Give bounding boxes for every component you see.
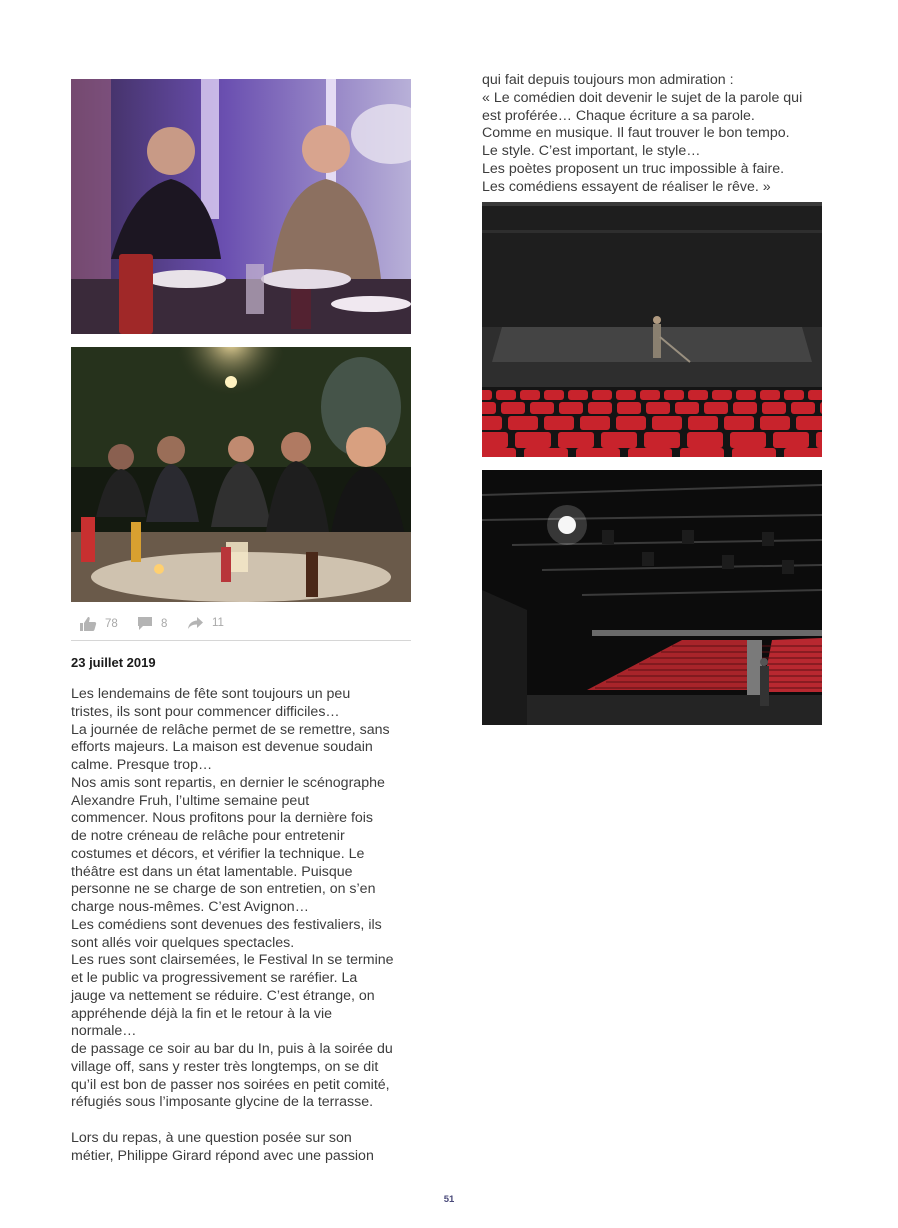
share-action[interactable]	[187, 616, 224, 630]
photo-terrace-dinner-night	[71, 347, 411, 602]
body-text-left-column: Les lendemains de fête sont toujours un peu tristes, ils sont pour commencer difficiles… La journée de relâche permet de se remettre, sans efforts majeurs. La maison est devenue soudain calme. Presque trop… Nos amis sont repartis, en dernier le scénographe Alexandre Fruh, l’ultime semaine peut commencer. Nous profitons pour la dernière fois de notre créneau de relâche pour entretenir costumes et décors, et vérifier la technique. Le théâtre est dans un état lamentable. Puisque personne ne se charge de son entretien, on s’en charge nous-mêmes. C’est Avignon… Les comédiens sont devenues des festivaliers, ils sont allés voir quelques spectacles. Les rues sont clairsemées, le Festival In se termine et le public va progressivement se raréfier. La jauge va nettement se réduire. C’est étrange, on appréhende déjà la fin et le retour à la vie normale… de passage ce soir au bar du In, puis à la soirée du village off, sans y rester très longtemps, on se dit qu’il est bon de passer nos soirées en petit comité, réfugiés sous l’imposante glycine de la terrasse. Lors du repas, à une question posée sur son métier, Philippe Girard répond avec une passion	[71, 686, 394, 1164]
social-bar	[71, 612, 411, 641]
page-number: 51	[443, 1194, 455, 1205]
share-arrow-icon	[187, 616, 204, 630]
post-date: 23 juillet 2019	[71, 655, 156, 670]
like-action[interactable]	[79, 616, 118, 632]
share-count: 11	[212, 617, 224, 629]
comment-icon	[137, 616, 153, 631]
photo-theatre-auditorium	[482, 470, 822, 725]
thumbs-up-icon	[79, 616, 97, 632]
comment-action[interactable]	[137, 616, 167, 631]
like-count: 78	[105, 618, 118, 630]
photo-dinner-party-purple	[71, 79, 411, 334]
photo-stage-red-seats	[482, 202, 822, 457]
comment-count: 8	[161, 617, 168, 630]
body-text-right-column: qui fait depuis toujours mon admiration : « Le comédien doit devenir le sujet de la parole qui est proférée… Chaque écriture a sa parole. Comme en musique. Il faut trouver le bon tempo. Le style. C’est important, le style… Les poètes proposent un truc impossible à faire. Les comédiens essayent de réaliser le rêve. »	[482, 72, 803, 195]
